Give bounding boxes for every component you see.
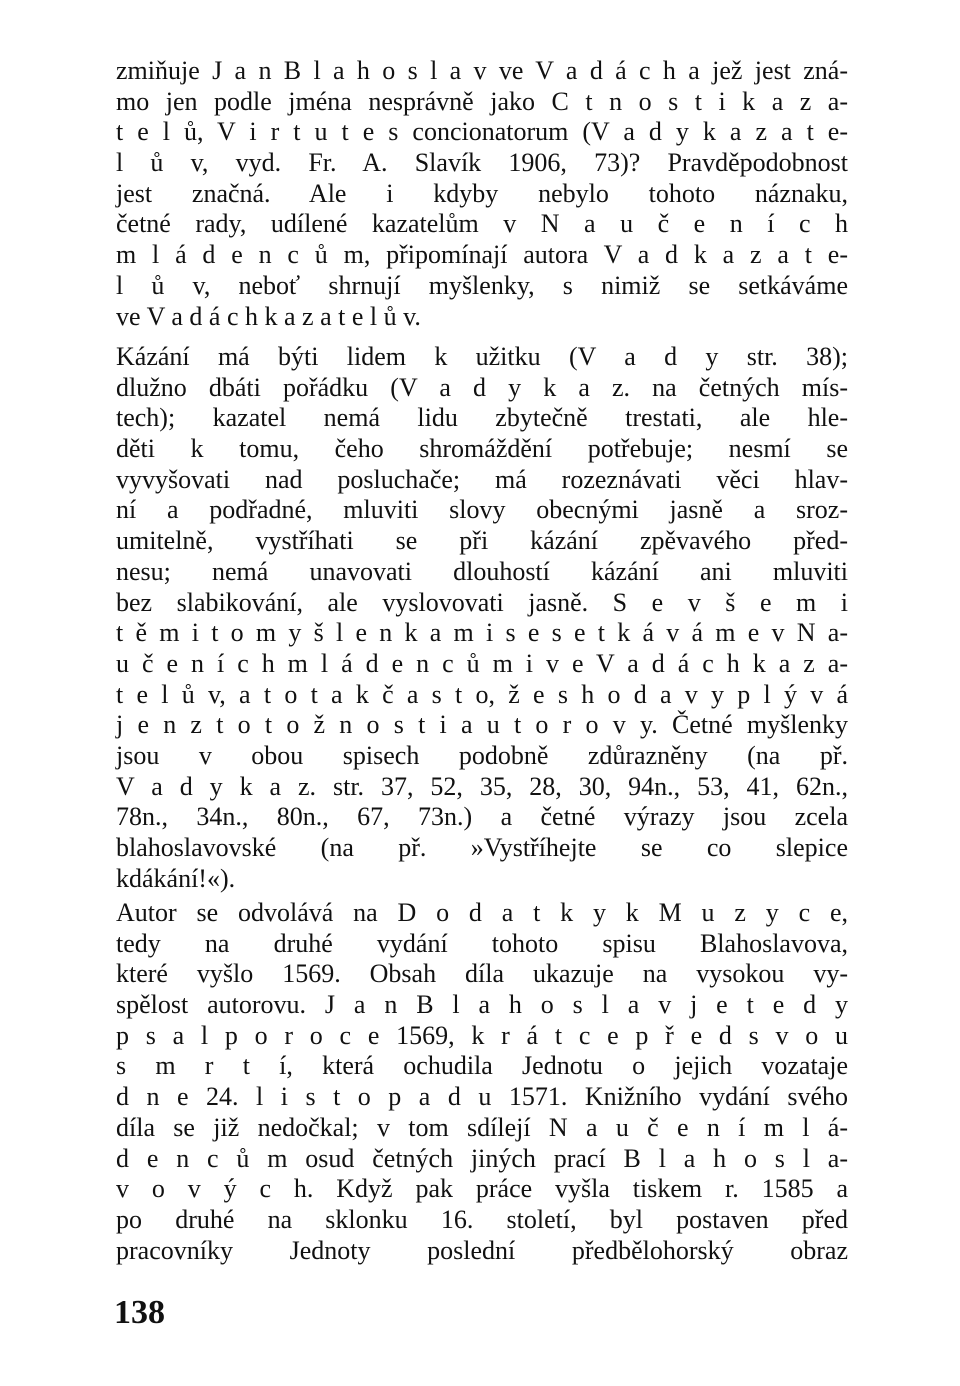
text-line: p s a l p o r o c e 1569, k r á t c e p ř e d s v o u	[116, 1020, 848, 1050]
text-line: Kázání má býti lidem k užitku (V a d y str. 38);	[116, 342, 848, 371]
text-line: tedy na druhé vydání tohoto spisu Blahoslavova,	[116, 928, 848, 958]
text-line: jsou v obou spisech podobně zdůrazněny (na př.	[116, 740, 848, 770]
text-line: kdákání!«).	[116, 863, 236, 893]
text-line: u č e n í c h m l á d e n c ů m i v e V a d á c h k a z a-	[116, 648, 848, 678]
text-line: zmiňuje J a n B l a h o s l a v ve V a d á c h a jež jest zná-	[116, 56, 848, 85]
text-line: t ě m i t o m y š l e n k a m i s e s e t k á v á m e v N a-	[116, 618, 848, 648]
text-line: dlužno dbáti pořádku (V a d y k a z. na četných mís-	[116, 372, 848, 402]
text-line: spělost autorovu. J a n B l a h o s l a v j e t e d y	[116, 990, 848, 1020]
text-line: jest značná. Ale i kdyby nebylo tohoto náznaku,	[116, 178, 848, 208]
paragraph-1	[116, 56, 848, 332]
paragraph-3	[116, 898, 848, 1266]
text-line: d e n c ů m osud četných jiných prací B l a h o s l a-	[116, 1143, 848, 1173]
text-line: s m r t í, která ochudila Jednotu o jejich vozataje	[116, 1051, 848, 1081]
text-line: pracovníky Jednoty poslední předbělohorský obraz	[116, 1235, 848, 1265]
text-line: umitelně, vystříhati se při kázání zpěvavého před-	[116, 526, 848, 556]
text-line: m l á d e n c ů m, připomínají autora V a d k a z a t e-	[116, 240, 848, 270]
text-line: d n e 24. l i s t o p a d u 1571. Knižního vydání svého	[116, 1082, 848, 1112]
paragraph-2	[116, 342, 848, 894]
text-line: t e l ů v, a t o t a k č a s t o, ž e s h o d a v y p l ý v á	[116, 679, 848, 709]
text-line: j e n z t o t o ž n o s t i a u t o r o v y. Četné myšlenky	[116, 710, 848, 740]
text-line: blahoslavovské (na př. »Vystříhejte se co slepice	[116, 833, 848, 862]
text-line: l ů v, neboť shrnují myšlenky, s nimiž se setkáváme	[116, 270, 848, 300]
text-line: tech); kazatel nemá lidu zbytečně trestati, ale hle-	[116, 403, 848, 433]
page-number: 138	[114, 1294, 165, 1331]
text-line: 78n., 34n., 80n., 67, 73n.) a četné výrazy jsou zcela	[116, 802, 848, 832]
text-line: nesu; nemá unavovati dlouhostí kázání ani mluviti	[116, 556, 848, 586]
text-line: díla se již nedočkal; v tom sdílejí N a u č e n í m l á-	[116, 1112, 848, 1142]
text-line: ve V a d á c h k a z a t e l ů v.	[116, 301, 421, 331]
text-line: četné rady, udílené kazatelům v N a u č e n í c h	[116, 209, 848, 239]
text-line: vyvyšovati nad posluchače; má rozeznávati věci hlav-	[116, 464, 848, 494]
text-line: děti k tomu, čeho shromáždění potřebuje; nesmí se	[116, 434, 848, 464]
text-line: Autor se odvolává na D o d a t k y k M u z y c e,	[116, 898, 848, 927]
text-line: mo jen podle jména nesprávně jako C t n o s t i k a z a-	[116, 86, 848, 116]
text-line: t e l ů, V i r t u t e s concionatorum (V a d y k a z a t e-	[116, 117, 848, 147]
text-line: l ů v, vyd. Fr. A. Slavík 1906, 73)? Pravděpodobnost	[116, 148, 848, 178]
text-line: po druhé na sklonku 16. století, byl postaven před	[116, 1204, 848, 1234]
text-line: bez slabikování, ale vyslovovati jasně. S e v š e m i	[116, 587, 848, 617]
text-line: v o v ý c h. Když pak práce vyšla tiskem r. 1585 a	[116, 1174, 848, 1204]
text-line: které vyšlo 1569. Obsah díla ukazuje na vysokou vy-	[116, 959, 848, 989]
text-line: ní a podřadné, mluviti slovy obecnými jasně a sroz-	[116, 495, 848, 525]
text-line: V a d y k a z. str. 37, 52, 35, 28, 30, 94n., 53, 41, 62n.,	[116, 771, 848, 801]
